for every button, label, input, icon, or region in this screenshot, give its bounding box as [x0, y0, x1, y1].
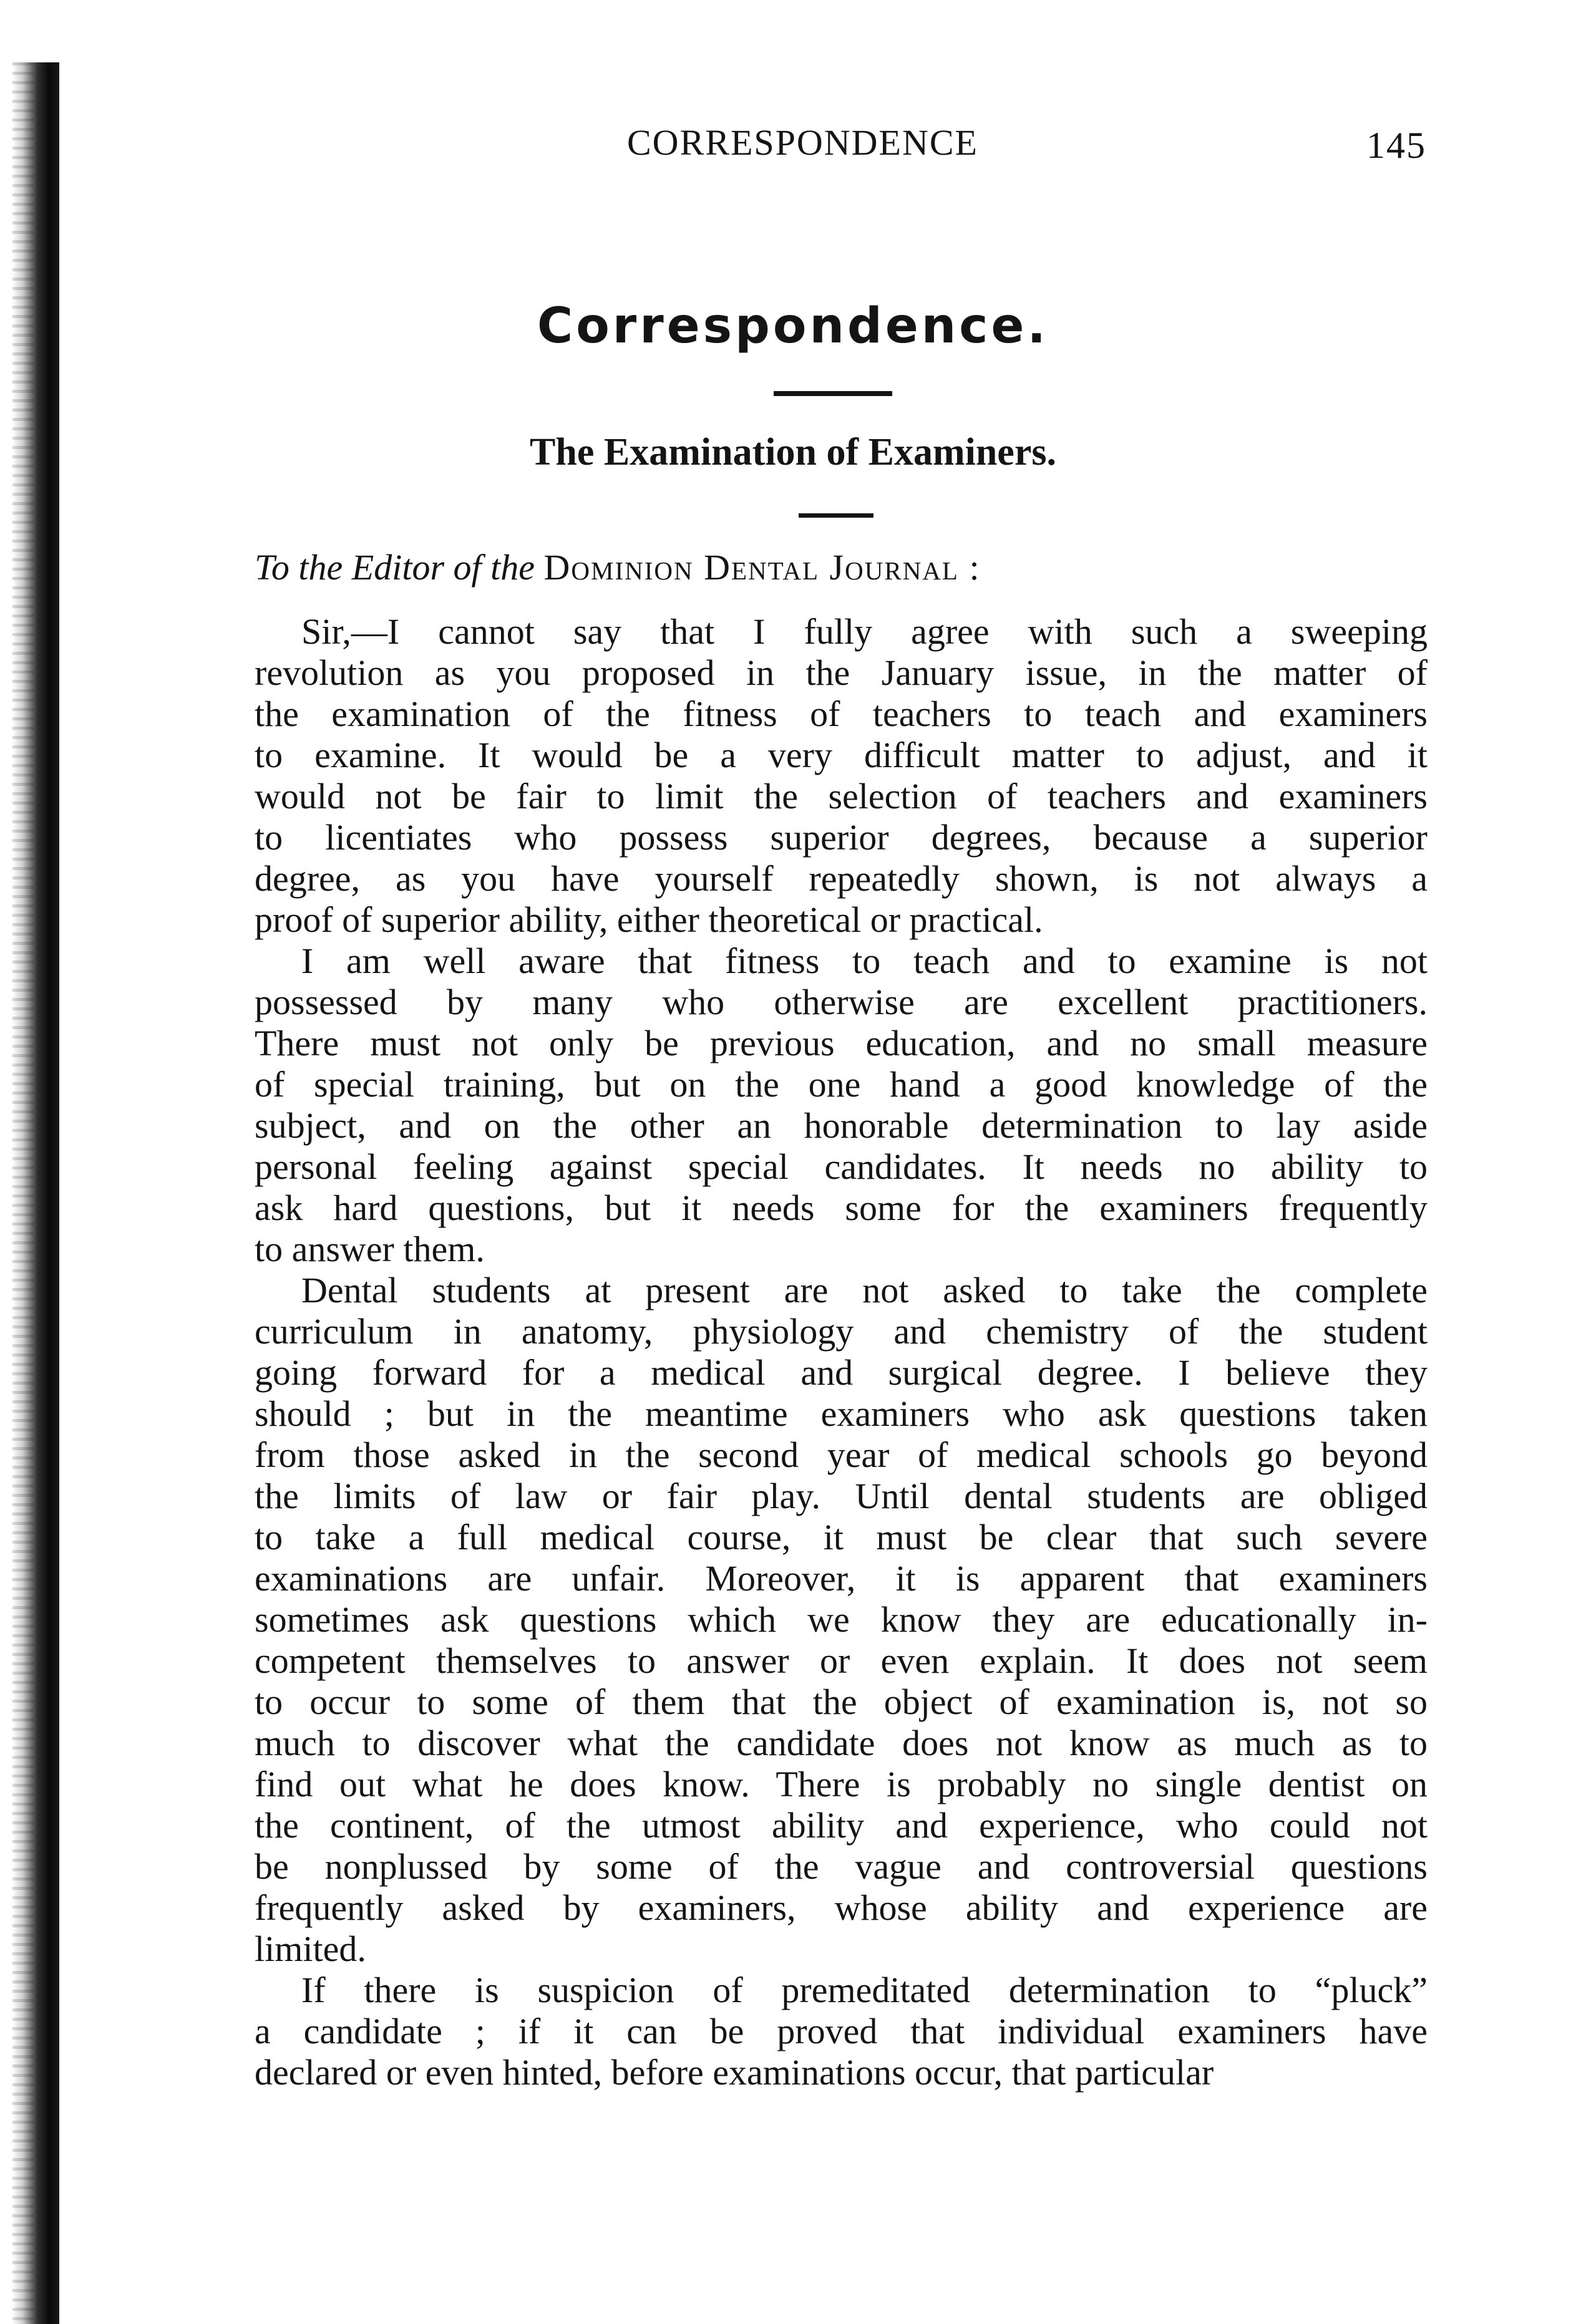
- text-line: of special training, but on the one hand a good knowledge of the: [255, 1064, 1428, 1105]
- title-rule: [774, 391, 892, 396]
- text-line: ask hard questions, but it needs some for the examiners frequently: [255, 1188, 1428, 1228]
- text-line: the continent, of the utmost ability and experience, who could not: [255, 1805, 1428, 1846]
- text-line: a candidate ; if it can be proved that individual examiners have: [255, 2011, 1428, 2051]
- text-line: personal feeling against special candidates. It needs no ability to: [255, 1146, 1428, 1187]
- letter-body: [255, 611, 1428, 2093]
- text-line: declared or even hinted, before examinations occur, that particular: [255, 2052, 1214, 2093]
- text-line: Dental students at present are not asked to take the complete: [301, 1270, 1428, 1310]
- text-line: would not be fair to limit the selection of teachers and examiners: [255, 776, 1428, 816]
- article-title: The Examination of Examiners.: [530, 431, 1056, 473]
- text-line: frequently asked by examiners, whose ability and experience are: [255, 1887, 1428, 1928]
- text-line: curriculum in anatomy, physiology and chemistry of the student: [255, 1311, 1428, 1352]
- text-line: If there is suspicion of premeditated determination to “pluck”: [301, 1970, 1428, 2010]
- text-line: much to discover what the candidate does not know as much as to: [255, 1723, 1428, 1763]
- article-rule: [799, 513, 873, 518]
- text-line: to occur to some of them that the object of examination is, not so: [255, 1682, 1428, 1722]
- text-line: to licentiates who possess superior degrees, because a superior: [255, 817, 1428, 858]
- text-line: to examine. It would be a very difficult matter to adjust, and it: [255, 735, 1428, 775]
- text-line: be nonplussed by some of the vague and controversial questions: [255, 1846, 1428, 1887]
- text-line: sometimes ask questions which we know they are educationally in-: [255, 1599, 1428, 1640]
- page-number: 145: [1366, 125, 1426, 166]
- text-line: the limits of law or fair play. Until dental students are obliged: [255, 1476, 1428, 1516]
- text-line: revolution as you proposed in the January issue, in the matter of: [255, 652, 1428, 693]
- salutation-of-the: of the: [453, 547, 535, 588]
- text-line: examinations are unfair. Moreover, it is apparent that examiners: [255, 1558, 1428, 1599]
- section-title: Correspondence.: [537, 298, 1049, 354]
- text-line: to answer them.: [255, 1229, 485, 1269]
- text-line: subject, and on the other an honorable determination to lay aside: [255, 1105, 1428, 1146]
- paragraph: [255, 611, 1428, 941]
- paragraph: [255, 1270, 1428, 1970]
- text-line: limited.: [255, 1929, 366, 1969]
- text-line: the examination of the fitness of teachers to teach and examiners: [255, 694, 1428, 734]
- salutation: [255, 546, 981, 588]
- text-line: Sir,—I cannot say that I fully agree with such a sweeping: [301, 611, 1428, 652]
- salutation-editor: Editor: [351, 547, 445, 588]
- text-line: There must not only be previous education, and no small measure: [255, 1023, 1428, 1063]
- paragraph: [255, 941, 1428, 1270]
- text-line: from those asked in the second year of medical schools go beyond: [255, 1435, 1428, 1475]
- text-line: find out what he does know. There is probably no single dentist on: [255, 1764, 1428, 1804]
- text-line: degree, as you have yourself repeatedly shown, is not always a: [255, 858, 1428, 899]
- salutation-to-the: To the: [255, 547, 343, 588]
- salutation-journal: Dominion Dental Journal :: [543, 547, 981, 588]
- text-line: should ; but in the meantime examiners who ask questions taken: [255, 1393, 1428, 1434]
- text-line: proof of superior ability, either theoretical or practical.: [255, 899, 1043, 940]
- text-line: I am well aware that fitness to teach and to examine is not: [301, 941, 1428, 981]
- text-line: competent themselves to answer or even explain. It does not seem: [255, 1640, 1428, 1681]
- text-line: going forward for a medical and surgical degree. I believe they: [255, 1352, 1428, 1393]
- paragraph: [255, 1970, 1428, 2093]
- text-line: possessed by many who otherwise are excellent practitioners.: [255, 982, 1428, 1022]
- page-binding-edge: [12, 62, 59, 2324]
- running-head: CORRESPONDENCE: [627, 122, 978, 163]
- text-line: to take a full medical course, it must be clear that such severe: [255, 1517, 1428, 1557]
